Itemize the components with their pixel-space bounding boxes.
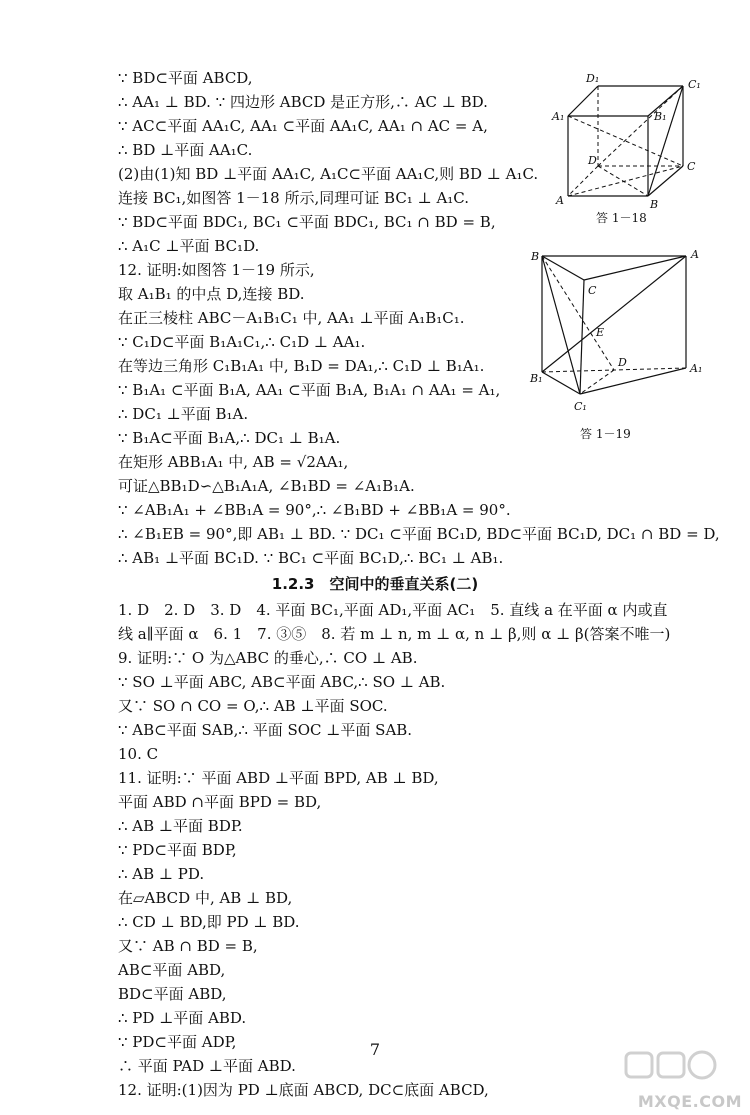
prism-diagram [528,244,718,444]
text-line: 可证△BB₁D∽△B₁A₁A, ∠B₁BD = ∠A₁B₁A. [118,477,415,495]
label-A: A [556,194,564,207]
label-D: D [588,154,597,167]
text-line: ∵ B₁A⊂平面 B₁A,∴ DC₁ ⊥ B₁A. [118,429,341,447]
figure-1-19 [528,244,718,444]
text-line: ∴ AA₁ ⊥ BD. ∵ 四边形 ABCD 是正方形,∴ AC ⊥ BD. [118,93,488,111]
watermark-url: MXQE.COM [637,1092,742,1111]
text-line: ∵ B₁A₁ ⊂平面 B₁A, AA₁ ⊂平面 B₁A, B₁A₁ ∩ AA₁ = A₁, [118,381,501,399]
watermark [592,1047,742,1111]
text-line: ∵ SO ⊥平面 ABC, AB⊂平面 ABC,∴ SO ⊥ AB. [118,673,446,691]
text-line: 平面 ABD ∩平面 BPD = BD, [118,793,322,811]
text-line: ∴ 平面 PAD ⊥平面 ABD. [118,1057,296,1075]
label-D1: D₁ [586,72,600,85]
text-line: ∴ PD ⊥平面 ABD. [118,1009,247,1027]
label-A1: A₁ [690,362,703,375]
text-line: ∵ C₁D⊂平面 B₁A₁C₁,∴ C₁D ⊥ AA₁. [118,333,366,351]
figure-caption: 答 1－19 [580,427,631,441]
text-line: 11. 证明:∵ 平面 ABD ⊥平面 BPD, AB ⊥ BD, [118,769,439,787]
text-line: ∴ AB ⊥ PD. [118,865,205,883]
text-line: ∴ DC₁ ⊥平面 B₁A. [118,405,249,423]
label-D: D [618,356,627,369]
label-B: B [650,198,659,211]
label-C: C [588,284,597,297]
text-line: 1. D 2. D 3. D 4. 平面 BC₁,平面 AD₁,平面 AC₁ 5. 直线 a 在平面 α 内或直 [118,601,668,619]
text-line: ∴ AB ⊥平面 BDP. [118,817,243,835]
text-line: AB⊂平面 ABD, [118,961,226,979]
label-C1: C₁ [688,78,701,91]
text-line: ∴ A₁C ⊥平面 BC₁D. [118,237,260,255]
text-line: 在▱ABCD 中, AB ⊥ BD, [118,889,293,907]
text-line: ∴ BD ⊥平面 AA₁C. [118,141,253,159]
text-line: 9. 证明:∵ O 为△ABC 的垂心,∴ CO ⊥ AB. [118,649,418,667]
text-line: 12. 证明:如图答 1－19 所示, [118,261,315,279]
text-line: 线 a∥平面 α 6. 1 7. ③⑤ 8. 若 m ⊥ n, m ⊥ α, n ⊥ β,则 α ⊥ β(答案不唯一) [118,625,671,643]
label-A1: A₁ [552,110,565,123]
watermark-logo-icon [622,1047,722,1083]
text-line: ∵ ∠AB₁A₁ + ∠BB₁A = 90°,∴ ∠B₁BD + ∠BB₁A = 90°. [118,501,511,519]
label-A: A [691,248,699,261]
text-line: 又∵ SO ∩ CO = O,∴ AB ⊥平面 SOC. [118,697,388,715]
section-title: 1.2.3 空间中的垂直关系(二) [271,575,479,593]
label-B1: B₁ [530,372,543,385]
cube-diagram [548,66,718,226]
label-B: B [531,250,540,263]
text-line: ∵ AC⊂平面 AA₁C, AA₁ ⊂平面 AA₁C, AA₁ ∩ AC = A, [118,117,488,135]
text-line: ∵ AB⊂平面 SAB,∴ 平面 SOC ⊥平面 SAB. [118,721,413,739]
text-line: ∵ PD⊂平面 BDP, [118,841,237,859]
text-line: ∵ BD⊂平面 ABCD, [118,69,253,87]
text-line: 连接 BC₁,如图答 1－18 所示,同理可证 BC₁ ⊥ A₁C. [118,189,470,207]
text-line: 在矩形 ABB₁A₁ 中, AB = √2AA₁, [118,453,349,471]
text-line: 取 A₁B₁ 的中点 D,连接 BD. [118,285,305,303]
text-line: (2)由(1)知 BD ⊥平面 AA₁C, A₁C⊂平面 AA₁C,则 BD ⊥ A₁C. [118,165,539,183]
text-line: ∴ ∠B₁EB = 90°,即 AB₁ ⊥ BD. ∵ DC₁ ⊂平面 BC₁D, BD⊂平面 BC₁D, DC₁ ∩ BD = D, [118,525,720,543]
text-line: ∵ BD⊂平面 BDC₁, BC₁ ⊂平面 BDC₁, BC₁ ∩ BD = B, [118,213,496,231]
text-line: 10. C [118,745,159,763]
label-C1: C₁ [574,400,587,413]
label-B1: B₁ [654,110,667,123]
figure-1-18 [548,66,718,226]
label-E: E [596,326,605,339]
text-line: ∴ AB₁ ⊥平面 BC₁D. ∵ BC₁ ⊂平面 BC₁D,∴ BC₁ ⊥ AB₁. [118,549,504,567]
text-line: ∴ CD ⊥ BD,即 PD ⊥ BD. [118,913,300,931]
text-line: 在等边三角形 C₁B₁A₁ 中, B₁D = DA₁,∴ C₁D ⊥ B₁A₁. [118,357,485,375]
text-line: ∵ PD⊂平面 ADP, [118,1033,237,1051]
label-C: C [687,160,696,173]
figure-caption: 答 1－18 [596,211,647,225]
text-line: 在正三棱柱 ABC－A₁B₁C₁ 中, AA₁ ⊥平面 A₁B₁C₁. [118,309,465,327]
page-number: 7 [369,1040,381,1059]
text-line: 12. 证明:(1)因为 PD ⊥底面 ABCD, DC⊂底面 ABCD, [118,1081,489,1099]
text-line: BD⊂平面 ABD, [118,985,227,1003]
text-line: 又∵ AB ∩ BD = B, [118,937,258,955]
